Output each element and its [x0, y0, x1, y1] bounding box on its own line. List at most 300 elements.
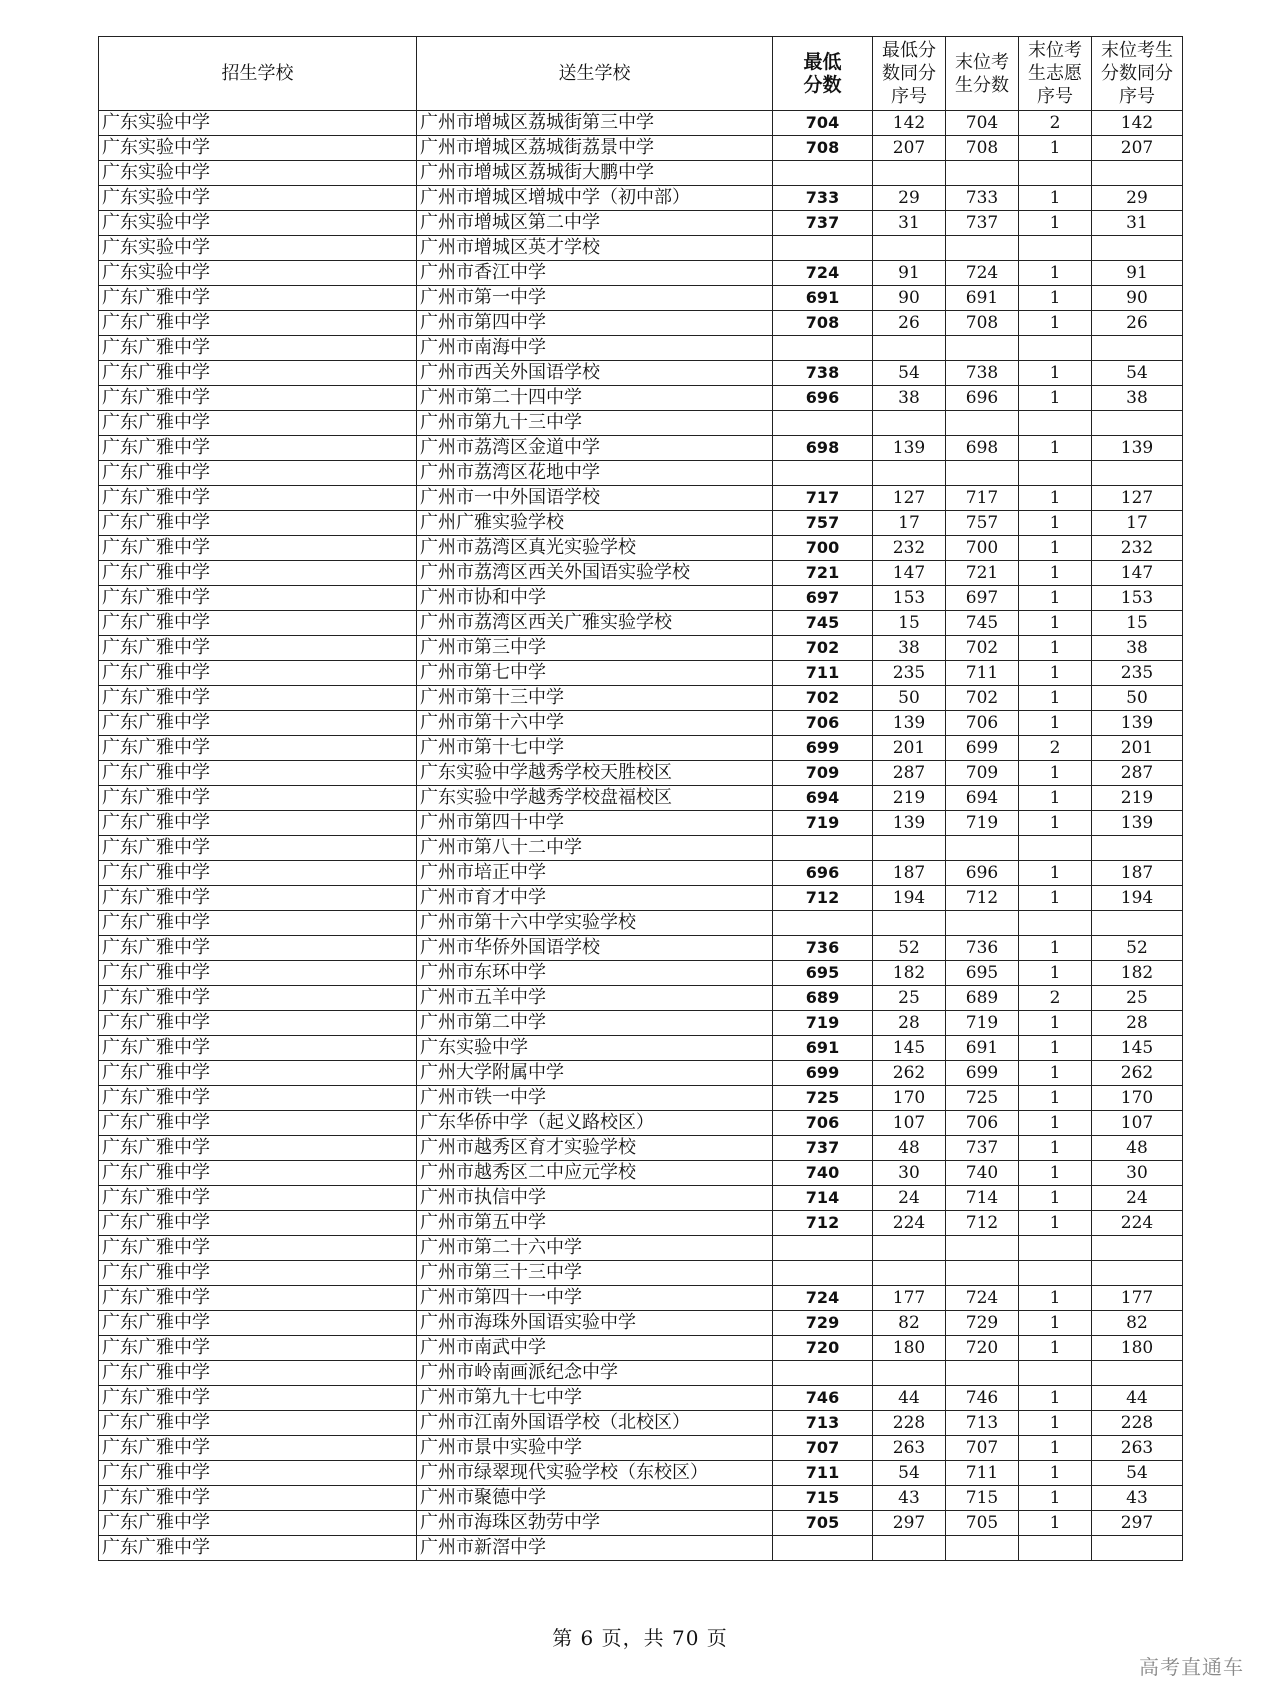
- enrolling-school-cell: 广东广雅中学: [99, 311, 417, 336]
- table-row: [99, 1211, 1183, 1236]
- last-wish-order-cell: 1: [1019, 1436, 1092, 1461]
- last-score-cell: 708: [946, 311, 1019, 336]
- header-last-wish-order: [1019, 37, 1092, 111]
- min-score-cell: 700: [773, 536, 873, 561]
- last-wish-order-cell: 1: [1019, 1211, 1092, 1236]
- min-score-rank-cell: 142: [873, 111, 946, 136]
- min-score-rank-cell: 139: [873, 436, 946, 461]
- sending-school-cell: 广州市荔湾区西关外国语实验学校: [417, 561, 773, 586]
- min-score-rank-cell: [873, 411, 946, 436]
- last-score-rank-cell: 38: [1092, 386, 1183, 411]
- min-score-cell: 702: [773, 686, 873, 711]
- min-score-cell: 719: [773, 811, 873, 836]
- last-score-cell: 725: [946, 1086, 1019, 1111]
- sending-school-cell: 广州市荔湾区真光实验学校: [417, 536, 773, 561]
- enrolling-school-cell: 广东广雅中学: [99, 1036, 417, 1061]
- table-row: [99, 1486, 1183, 1511]
- min-score-rank-cell: [873, 461, 946, 486]
- min-score-rank-cell: 25: [873, 986, 946, 1011]
- header-last-score-rank: [1092, 37, 1183, 111]
- sending-school-cell: 广州市铁一中学: [417, 1086, 773, 1111]
- table-row: [99, 886, 1183, 911]
- sending-school-cell: 广州市增城区荔城街第三中学: [417, 111, 773, 136]
- enrolling-school-cell: 广东广雅中学: [99, 1461, 417, 1486]
- last-score-rank-cell: 187: [1092, 861, 1183, 886]
- min-score-cell: 696: [773, 386, 873, 411]
- min-score-rank-cell: 24: [873, 1186, 946, 1211]
- header-min-score-line1: 最低: [803, 50, 842, 73]
- table-row: [99, 1236, 1183, 1261]
- last-score-rank-cell: 219: [1092, 786, 1183, 811]
- min-score-cell: 707: [773, 1436, 873, 1461]
- header-last-rank-line2: 分数同分: [1101, 63, 1173, 84]
- last-score-cell: 711: [946, 1461, 1019, 1486]
- min-score-rank-cell: 29: [873, 186, 946, 211]
- last-score-rank-cell: 147: [1092, 561, 1183, 586]
- sending-school-cell: 广州市增城区荔城街大鹏中学: [417, 161, 773, 186]
- min-score-rank-cell: 15: [873, 611, 946, 636]
- min-score-rank-cell: 28: [873, 1011, 946, 1036]
- last-score-rank-cell: 24: [1092, 1186, 1183, 1211]
- last-score-rank-cell: 228: [1092, 1411, 1183, 1436]
- sending-school-cell: 广州市五羊中学: [417, 986, 773, 1011]
- table-row: [99, 136, 1183, 161]
- table-row: [99, 761, 1183, 786]
- last-wish-order-cell: 1: [1019, 1286, 1092, 1311]
- last-score-rank-cell: 30: [1092, 1161, 1183, 1186]
- last-score-cell: 698: [946, 436, 1019, 461]
- enrolling-school-cell: 广东广雅中学: [99, 686, 417, 711]
- min-score-cell: 695: [773, 961, 873, 986]
- min-score-rank-cell: 153: [873, 586, 946, 611]
- header-last-wish-line2: 生志愿: [1028, 63, 1082, 84]
- last-wish-order-cell: 1: [1019, 1386, 1092, 1411]
- last-score-cell: 699: [946, 1061, 1019, 1086]
- table-row: [99, 836, 1183, 861]
- min-score-cell: 729: [773, 1311, 873, 1336]
- enrolling-school-cell: 广东广雅中学: [99, 936, 417, 961]
- sending-school-cell: 广州市培正中学: [417, 861, 773, 886]
- enrolling-school-cell: 广东广雅中学: [99, 511, 417, 536]
- enrolling-school-cell: 广东广雅中学: [99, 361, 417, 386]
- header-min-score-rank-line3: 序号: [891, 86, 927, 107]
- header-last-score: [946, 37, 1019, 111]
- last-score-cell: 695: [946, 961, 1019, 986]
- last-score-cell: 715: [946, 1486, 1019, 1511]
- min-score-cell: [773, 1236, 873, 1261]
- last-score-cell: 699: [946, 736, 1019, 761]
- enrolling-school-cell: 广东广雅中学: [99, 386, 417, 411]
- last-score-cell: [946, 1361, 1019, 1386]
- last-score-rank-cell: [1092, 836, 1183, 861]
- enrolling-school-cell: 广东广雅中学: [99, 336, 417, 361]
- header-min-score-line2: 分数: [803, 73, 842, 96]
- last-score-rank-cell: 31: [1092, 211, 1183, 236]
- last-wish-order-cell: 1: [1019, 1411, 1092, 1436]
- table-row: [99, 861, 1183, 886]
- last-score-rank-cell: [1092, 461, 1183, 486]
- table-row: [99, 1036, 1183, 1061]
- enrolling-school-cell: 广东广雅中学: [99, 986, 417, 1011]
- table-row: [99, 236, 1183, 261]
- enrolling-school-cell: 广东广雅中学: [99, 761, 417, 786]
- table-row: [99, 1336, 1183, 1361]
- enrolling-school-cell: 广东广雅中学: [99, 1136, 417, 1161]
- enrolling-school-cell: 广东广雅中学: [99, 1311, 417, 1336]
- enrolling-school-cell: 广东实验中学: [99, 111, 417, 136]
- min-score-cell: 706: [773, 1111, 873, 1136]
- enrolling-school-cell: 广东广雅中学: [99, 961, 417, 986]
- last-wish-order-cell: 1: [1019, 1061, 1092, 1086]
- min-score-rank-cell: 207: [873, 136, 946, 161]
- min-score-cell: 737: [773, 1136, 873, 1161]
- last-wish-order-cell: 1: [1019, 1036, 1092, 1061]
- sending-school-cell: 广州市第二十六中学: [417, 1236, 773, 1261]
- min-score-rank-cell: [873, 836, 946, 861]
- sending-school-cell: 广州市第二十四中学: [417, 386, 773, 411]
- min-score-rank-cell: [873, 1361, 946, 1386]
- last-score-cell: [946, 1236, 1019, 1261]
- min-score-rank-cell: 194: [873, 886, 946, 911]
- last-score-cell: 714: [946, 1186, 1019, 1211]
- last-score-rank-cell: [1092, 1536, 1183, 1561]
- enrolling-school-cell: 广东广雅中学: [99, 1411, 417, 1436]
- last-score-cell: 717: [946, 486, 1019, 511]
- last-score-cell: 737: [946, 1136, 1019, 1161]
- last-wish-order-cell: 1: [1019, 1011, 1092, 1036]
- sending-school-cell: 广州市华侨外国语学校: [417, 936, 773, 961]
- table-row: [99, 1186, 1183, 1211]
- last-score-cell: 737: [946, 211, 1019, 236]
- sending-school-cell: 广州市第二中学: [417, 1011, 773, 1036]
- last-score-rank-cell: 139: [1092, 436, 1183, 461]
- last-score-rank-cell: 201: [1092, 736, 1183, 761]
- sending-school-cell: 广州市增城区荔城街荔景中学: [417, 136, 773, 161]
- sending-school-cell: 广州市海珠区勃劳中学: [417, 1511, 773, 1536]
- min-score-cell: 733: [773, 186, 873, 211]
- last-score-cell: [946, 336, 1019, 361]
- watermark: 高考直通车: [1139, 1655, 1244, 1679]
- min-score-cell: 712: [773, 886, 873, 911]
- enrolling-school-cell: 广东广雅中学: [99, 1186, 417, 1211]
- last-score-cell: 729: [946, 1311, 1019, 1336]
- table-row: [99, 211, 1183, 236]
- enrolling-school-cell: 广东广雅中学: [99, 736, 417, 761]
- last-score-rank-cell: 107: [1092, 1111, 1183, 1136]
- header-enrolling-school: 招生学校: [99, 37, 417, 111]
- min-score-cell: 757: [773, 511, 873, 536]
- last-score-cell: [946, 836, 1019, 861]
- min-score-rank-cell: 139: [873, 711, 946, 736]
- table-body: [99, 111, 1183, 1561]
- table-row: [99, 736, 1183, 761]
- last-wish-order-cell: 1: [1019, 711, 1092, 736]
- min-score-cell: [773, 1261, 873, 1286]
- enrolling-school-cell: 广东广雅中学: [99, 811, 417, 836]
- last-wish-order-cell: 1: [1019, 261, 1092, 286]
- last-score-rank-cell: 29: [1092, 186, 1183, 211]
- table-row: [99, 1161, 1183, 1186]
- min-score-cell: 697: [773, 586, 873, 611]
- last-score-cell: 689: [946, 986, 1019, 1011]
- last-wish-order-cell: [1019, 911, 1092, 936]
- page-number: 第 6 页，共 70 页: [552, 1626, 728, 1650]
- last-score-cell: 707: [946, 1436, 1019, 1461]
- min-score-rank-cell: 145: [873, 1036, 946, 1061]
- last-score-rank-cell: 180: [1092, 1336, 1183, 1361]
- table-row: [99, 611, 1183, 636]
- last-score-rank-cell: 139: [1092, 811, 1183, 836]
- last-score-rank-cell: 145: [1092, 1036, 1183, 1061]
- last-score-cell: 712: [946, 1211, 1019, 1236]
- last-wish-order-cell: 1: [1019, 886, 1092, 911]
- enrolling-school-cell: 广东广雅中学: [99, 461, 417, 486]
- sending-school-cell: 广州市第九十三中学: [417, 411, 773, 436]
- header-sending-school: 送生学校: [417, 37, 773, 111]
- sending-school-cell: 广州市南武中学: [417, 1336, 773, 1361]
- enrolling-school-cell: 广东广雅中学: [99, 636, 417, 661]
- last-score-rank-cell: 153: [1092, 586, 1183, 611]
- min-score-cell: [773, 411, 873, 436]
- table-row: [99, 536, 1183, 561]
- table-row: [99, 661, 1183, 686]
- last-wish-order-cell: 1: [1019, 861, 1092, 886]
- last-score-cell: 711: [946, 661, 1019, 686]
- min-score-rank-cell: 297: [873, 1511, 946, 1536]
- min-score-rank-cell: [873, 161, 946, 186]
- table-row: [99, 1411, 1183, 1436]
- min-score-cell: [773, 336, 873, 361]
- min-score-cell: [773, 1536, 873, 1561]
- last-score-rank-cell: 28: [1092, 1011, 1183, 1036]
- table-row: [99, 411, 1183, 436]
- min-score-cell: [773, 161, 873, 186]
- header-last-rank-line1: 末位考生: [1101, 40, 1173, 61]
- table-row: [99, 586, 1183, 611]
- min-score-rank-cell: 54: [873, 1461, 946, 1486]
- enrolling-school-cell: 广东广雅中学: [99, 1436, 417, 1461]
- last-score-rank-cell: 263: [1092, 1436, 1183, 1461]
- min-score-rank-cell: 107: [873, 1111, 946, 1136]
- last-score-rank-cell: 287: [1092, 761, 1183, 786]
- last-score-rank-cell: 297: [1092, 1511, 1183, 1536]
- sending-school-cell: 广州市越秀区育才实验学校: [417, 1136, 773, 1161]
- enrolling-school-cell: 广东实验中学: [99, 236, 417, 261]
- last-score-cell: 700: [946, 536, 1019, 561]
- last-wish-order-cell: 1: [1019, 311, 1092, 336]
- last-score-cell: 709: [946, 761, 1019, 786]
- last-score-rank-cell: 50: [1092, 686, 1183, 711]
- last-score-cell: 702: [946, 686, 1019, 711]
- min-score-cell: 702: [773, 636, 873, 661]
- table-header: [99, 37, 1183, 111]
- last-wish-order-cell: 1: [1019, 1311, 1092, 1336]
- min-score-rank-cell: 90: [873, 286, 946, 311]
- last-score-cell: 691: [946, 1036, 1019, 1061]
- min-score-cell: 708: [773, 311, 873, 336]
- table-row: [99, 186, 1183, 211]
- table-row: [99, 361, 1183, 386]
- enrolling-school-cell: 广东实验中学: [99, 211, 417, 236]
- last-wish-order-cell: 1: [1019, 1111, 1092, 1136]
- min-score-cell: 717: [773, 486, 873, 511]
- last-score-rank-cell: 17: [1092, 511, 1183, 536]
- table-row: [99, 911, 1183, 936]
- enrolling-school-cell: 广东实验中学: [99, 161, 417, 186]
- min-score-rank-cell: 44: [873, 1386, 946, 1411]
- min-score-cell: 698: [773, 436, 873, 461]
- table-row: [99, 986, 1183, 1011]
- last-score-cell: 706: [946, 711, 1019, 736]
- last-score-cell: 757: [946, 511, 1019, 536]
- last-score-rank-cell: 38: [1092, 636, 1183, 661]
- last-score-rank-cell: 26: [1092, 311, 1183, 336]
- sending-school-cell: 广州市越秀区二中应元学校: [417, 1161, 773, 1186]
- last-wish-order-cell: 1: [1019, 1511, 1092, 1536]
- last-wish-order-cell: [1019, 836, 1092, 861]
- admission-table: [98, 36, 1183, 1561]
- sending-school-cell: 广州市第八十二中学: [417, 836, 773, 861]
- sending-school-cell: 广州市第四中学: [417, 311, 773, 336]
- last-wish-order-cell: [1019, 411, 1092, 436]
- last-score-cell: [946, 236, 1019, 261]
- sending-school-cell: 广州市协和中学: [417, 586, 773, 611]
- min-score-cell: 737: [773, 211, 873, 236]
- last-score-rank-cell: 194: [1092, 886, 1183, 911]
- last-score-cell: 713: [946, 1411, 1019, 1436]
- last-score-rank-cell: [1092, 911, 1183, 936]
- last-wish-order-cell: 1: [1019, 136, 1092, 161]
- table-row: [99, 386, 1183, 411]
- min-score-rank-cell: 48: [873, 1136, 946, 1161]
- header-last-rank-line3: 序号: [1119, 86, 1155, 107]
- enrolling-school-cell: 广东广雅中学: [99, 911, 417, 936]
- last-score-cell: 720: [946, 1336, 1019, 1361]
- last-score-rank-cell: 207: [1092, 136, 1183, 161]
- min-score-rank-cell: [873, 1261, 946, 1286]
- table-row: [99, 936, 1183, 961]
- enrolling-school-cell: 广东广雅中学: [99, 836, 417, 861]
- min-score-rank-cell: 170: [873, 1086, 946, 1111]
- enrolling-school-cell: 广东实验中学: [99, 136, 417, 161]
- table-row: [99, 161, 1183, 186]
- last-score-rank-cell: 54: [1092, 361, 1183, 386]
- last-wish-order-cell: 1: [1019, 1486, 1092, 1511]
- min-score-rank-cell: 43: [873, 1486, 946, 1511]
- table-row: [99, 1286, 1183, 1311]
- last-score-cell: 719: [946, 1011, 1019, 1036]
- last-score-cell: 702: [946, 636, 1019, 661]
- min-score-rank-cell: 177: [873, 1286, 946, 1311]
- min-score-cell: 691: [773, 286, 873, 311]
- last-score-rank-cell: 90: [1092, 286, 1183, 311]
- table-row: [99, 436, 1183, 461]
- last-wish-order-cell: 1: [1019, 286, 1092, 311]
- enrolling-school-cell: 广东广雅中学: [99, 1236, 417, 1261]
- sending-school-cell: 广州市聚德中学: [417, 1486, 773, 1511]
- table-row: [99, 636, 1183, 661]
- min-score-rank-cell: [873, 911, 946, 936]
- min-score-rank-cell: 50: [873, 686, 946, 711]
- table-row: [99, 711, 1183, 736]
- enrolling-school-cell: 广东广雅中学: [99, 1161, 417, 1186]
- min-score-cell: [773, 836, 873, 861]
- sending-school-cell: 广州市绿翠现代实验学校（东校区）: [417, 1461, 773, 1486]
- min-score-cell: 720: [773, 1336, 873, 1361]
- min-score-rank-cell: 263: [873, 1436, 946, 1461]
- sending-school-cell: 广州市西关外国语学校: [417, 361, 773, 386]
- sending-school-cell: 广州市第四十一中学: [417, 1286, 773, 1311]
- last-score-cell: 724: [946, 261, 1019, 286]
- last-score-cell: [946, 1536, 1019, 1561]
- table-row: [99, 1511, 1183, 1536]
- enrolling-school-cell: 广东实验中学: [99, 261, 417, 286]
- table-row: [99, 286, 1183, 311]
- table-row: [99, 461, 1183, 486]
- min-score-cell: 738: [773, 361, 873, 386]
- min-score-cell: 691: [773, 1036, 873, 1061]
- last-wish-order-cell: 1: [1019, 661, 1092, 686]
- sending-school-cell: 广州市岭南画派纪念中学: [417, 1361, 773, 1386]
- last-wish-order-cell: [1019, 1236, 1092, 1261]
- last-score-cell: 696: [946, 861, 1019, 886]
- last-score-rank-cell: 44: [1092, 1386, 1183, 1411]
- table-row: [99, 511, 1183, 536]
- sending-school-cell: 广州市第七中学: [417, 661, 773, 686]
- min-score-rank-cell: 187: [873, 861, 946, 886]
- min-score-rank-cell: 182: [873, 961, 946, 986]
- enrolling-school-cell: 广东广雅中学: [99, 1511, 417, 1536]
- sending-school-cell: 广州大学附属中学: [417, 1061, 773, 1086]
- min-score-rank-cell: 228: [873, 1411, 946, 1436]
- last-wish-order-cell: 1: [1019, 1161, 1092, 1186]
- enrolling-school-cell: 广东广雅中学: [99, 1336, 417, 1361]
- min-score-rank-cell: 224: [873, 1211, 946, 1236]
- last-wish-order-cell: 1: [1019, 936, 1092, 961]
- min-score-cell: 699: [773, 736, 873, 761]
- last-wish-order-cell: [1019, 161, 1092, 186]
- min-score-rank-cell: 219: [873, 786, 946, 811]
- sending-school-cell: 广州广雅实验学校: [417, 511, 773, 536]
- min-score-cell: 699: [773, 1061, 873, 1086]
- last-score-cell: [946, 911, 1019, 936]
- last-wish-order-cell: [1019, 336, 1092, 361]
- sending-school-cell: 广州市执信中学: [417, 1186, 773, 1211]
- last-score-cell: 704: [946, 111, 1019, 136]
- min-score-cell: 694: [773, 786, 873, 811]
- last-score-cell: 745: [946, 611, 1019, 636]
- enrolling-school-cell: 广东广雅中学: [99, 1361, 417, 1386]
- enrolling-school-cell: 广东广雅中学: [99, 1211, 417, 1236]
- last-wish-order-cell: 1: [1019, 1186, 1092, 1211]
- last-score-rank-cell: [1092, 1261, 1183, 1286]
- sending-school-cell: 广州市增城区英才学校: [417, 236, 773, 261]
- last-score-rank-cell: 139: [1092, 711, 1183, 736]
- min-score-rank-cell: 201: [873, 736, 946, 761]
- last-score-rank-cell: 15: [1092, 611, 1183, 636]
- min-score-cell: 696: [773, 861, 873, 886]
- min-score-cell: 712: [773, 1211, 873, 1236]
- table-row: [99, 311, 1183, 336]
- min-score-cell: 711: [773, 661, 873, 686]
- last-wish-order-cell: 2: [1019, 111, 1092, 136]
- last-wish-order-cell: 1: [1019, 486, 1092, 511]
- table-row: [99, 1436, 1183, 1461]
- min-score-cell: 719: [773, 1011, 873, 1036]
- table-row: [99, 1361, 1183, 1386]
- enrolling-school-cell: 广东广雅中学: [99, 886, 417, 911]
- min-score-cell: 704: [773, 111, 873, 136]
